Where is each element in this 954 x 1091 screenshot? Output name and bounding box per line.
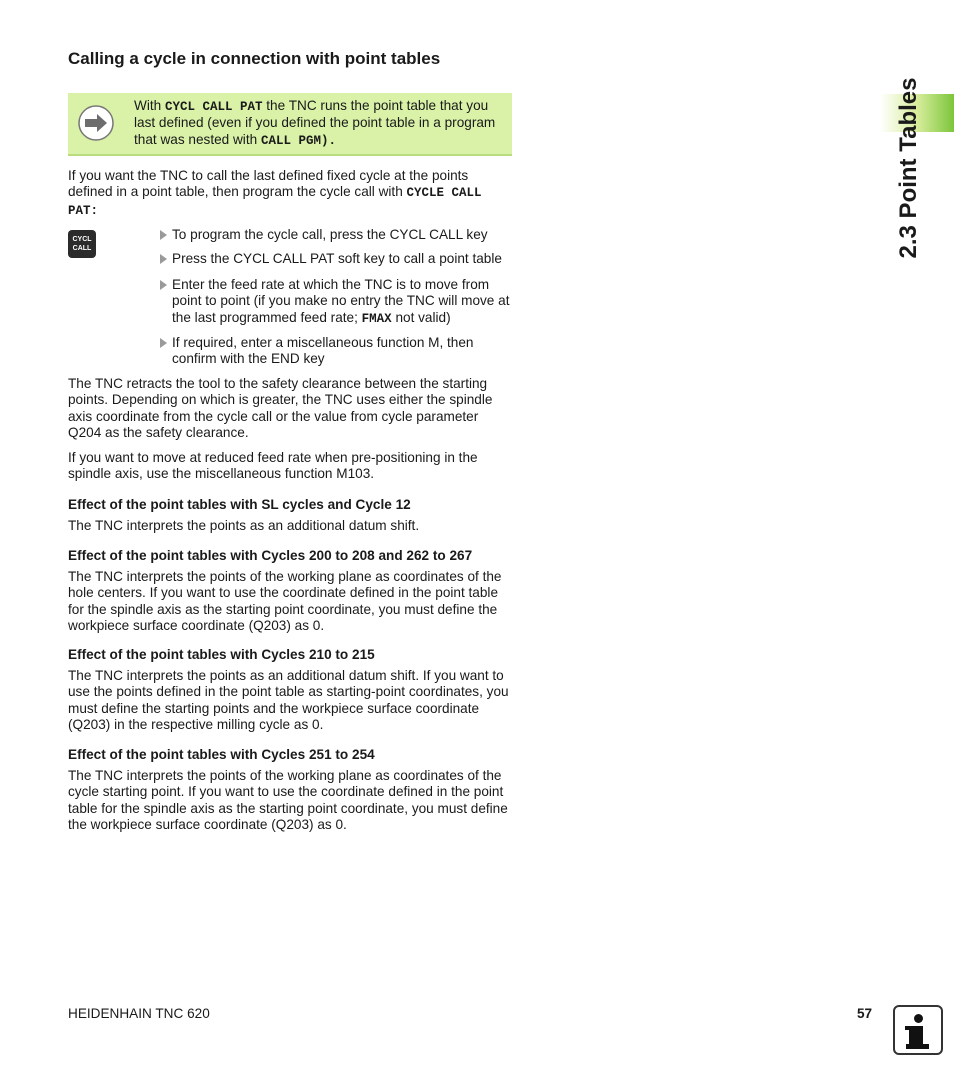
paragraph-cycles-200-208: The TNC interprets the points of the working plane as coordinates of the hole centers. If you want to use the coordinate defined in the point table for the spindle axis as the starting point coordinate, you must define the workpiece surface coordinate (Q203) as 0. (68, 569, 502, 633)
code-call-pgm: CALL PGM). (260, 133, 336, 148)
note-box (68, 93, 512, 156)
paragraph-sl-cycles: The TNC interprets the points as an additional datum shift. (68, 518, 420, 533)
code-cycle-call-pat: CYCLE CALL PAT: (68, 186, 482, 218)
arrow-right-icon (78, 105, 114, 141)
code-fmax: FMAX (361, 311, 392, 326)
paragraph-cycles-251-254: The TNC interprets the points of the working plane as coordinates of the cycle starting point. If you want to use the coordinate defined in the point table for the spindle axis as the starting point coordinate, you must define the workpiece surface coordinate (Q203) as 0. (68, 768, 508, 832)
heading-cycles-200-208: Effect of the point tables with Cycles 200 to 208 and 262 to 267 (68, 548, 473, 563)
footer-product: HEIDENHAIN TNC 620 (68, 1006, 210, 1021)
step-1: To program the cycle call, press the CYCL CALL key (160, 227, 515, 243)
paragraph-cycles-210-215: The TNC interprets the points as an additional datum shift. If you want to use the points defined in the point table as starting-point coordinates, you must define the starting points and the workpiece surface coordinate (Q203) in the respective milling cycle as 0. (68, 668, 509, 732)
triangle-bullet-icon (160, 338, 167, 348)
step-2: Press the CYCL CALL PAT soft key to call a point table (160, 251, 515, 267)
cycl-call-key-icon: CYCL CALL (68, 230, 96, 258)
code-cycl-call-pat: CYCL CALL PAT (164, 100, 263, 114)
heading-cycles-251-254: Effect of the point tables with Cycles 251 to 254 (68, 747, 375, 762)
paragraph-m103: If you want to move at reduced feed rate when pre-positioning in the spindle axis, use the miscellaneous function M103. (68, 450, 478, 482)
triangle-bullet-icon (160, 254, 167, 264)
heading-sl-cycles: Effect of the point tables with SL cycles and Cycle 12 (68, 497, 411, 512)
info-icon (893, 1005, 943, 1055)
paragraph-safety-clearance: The TNC retracts the tool to the safety clearance between the starting points. Depending on which is greater, the TNC uses either the spindle axis coordinate from the cycle call or the value from cycle parameter Q204 as the safety clearance. (68, 376, 493, 440)
page-title: Calling a cycle in connection with point tables (68, 49, 441, 68)
triangle-bullet-icon (160, 230, 167, 240)
step-3: Enter the feed rate at which the TNC is to move from point to point (if you make no entry the TNC will move at the last programmed feed rate; FMAX not valid) (160, 277, 515, 327)
triangle-bullet-icon (160, 280, 167, 290)
heading-cycles-210-215: Effect of the point tables with Cycles 210 to 215 (68, 647, 375, 662)
page-number: 57 (857, 1006, 873, 1021)
intro-paragraph: If you want the TNC to call the last defined fixed cycle at the points defined in a point table, then program the cycle call with CYCLE CALL PAT: (68, 168, 482, 218)
note-text: With CYCL CALL PAT the TNC runs the point table that you last defined (even if you defined the point table in a program that was nested with CALL PGM). (134, 98, 496, 148)
step-4: If required, enter a miscellaneous function M, then confirm with the END key (160, 335, 515, 368)
